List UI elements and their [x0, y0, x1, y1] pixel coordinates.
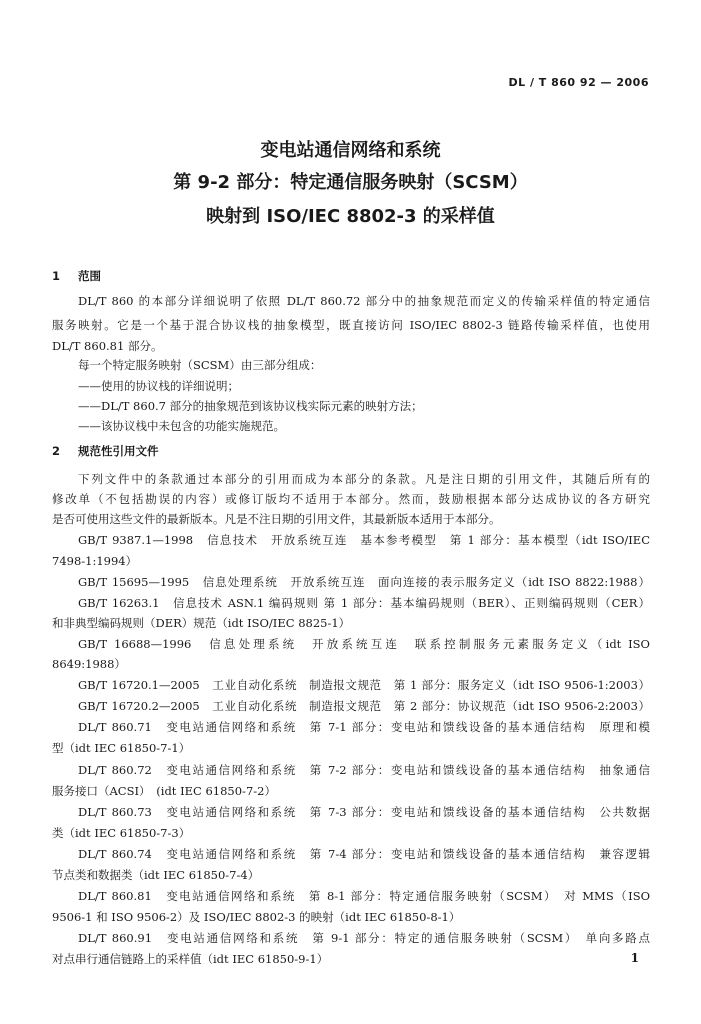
reference-item-cont: 和非典型编码规则（DER）规范（idt ISO/IEC 8825-1） [52, 616, 351, 630]
text-line: 每一个特定服务映射（SCSM）由三部分组成： [78, 358, 322, 372]
section-title: 规范性引用文件 [78, 444, 159, 458]
reference-item: GB/T 9387.1—1998 信息技术 开放系统互连 基本参考模型 第 1 部分：基本模型（idt ISO/IEC [78, 533, 650, 547]
list-item: ——该协议栈中未包含的功能实施规范。 [78, 419, 285, 433]
list-item: ——使用的协议栈的详细说明； [78, 379, 239, 393]
text-line: 下列文件中的条款通过本部分的引用而成为本部分的条款。凡是注日期的引用文件，其随后所有的 [78, 472, 650, 486]
page-number: 1 [630, 951, 639, 965]
reference-item: DL/T 860.73 变电站通信网络和系统 第 7-3 部分：变电站和馈线设备的基本通信结构 公共数据 [78, 805, 650, 819]
title-line-2: 第 9-2 部分：特定通信服务映射（SCSM） [173, 172, 528, 193]
reference-item: GB/T 16688—1996 信息处理系统 开放系统互连 联系控制服务元素服务定义（idt ISO [78, 637, 650, 651]
text-line: DL/T 860 的本部分详细说明了依照 DL/T 860.72 部分中的抽象规范而定义的传输采样值的特定通信 [78, 294, 650, 308]
reference-item: GB/T 16263.1 信息技术 ASN.1 编码规则 第 1 部分：基本编码规则（BER）、正则编码规则（CER） [78, 596, 650, 610]
reference-item-cont: 节点类和数据类（idt IEC 61850-7-4） [52, 868, 260, 882]
section-number: 1 [52, 269, 61, 283]
text-line: DL/T 860.81 部分。 [52, 339, 163, 353]
reference-item: GB/T 16720.2—2005 工业自动化系统 制造报文规范 第 2 部分：协议规范（idt ISO 9506-2:2003） [78, 699, 650, 713]
reference-item: DL/T 860.71 变电站通信网络和系统 第 7-1 部分：变电站和馈线设备的基本通信结构 原理和模 [78, 720, 650, 734]
section-number: 2 [52, 444, 61, 458]
reference-item: DL/T 860.74 变电站通信网络和系统 第 7-4 部分：变电站和馈线设备的基本通信结构 兼容逻辑 [78, 847, 650, 861]
document-code: DL / T 860 92 — 2006 [508, 76, 649, 89]
reference-item-cont: 对点串行通信链路上的采样值（idt IEC 61850-9-1） [52, 952, 329, 966]
text-line: 修改单（不包括勘误的内容）或修订版均不适用于本部分。然而，鼓励根据本部分达成协议的各方研究 [52, 492, 650, 506]
section-2-heading [52, 443, 159, 459]
reference-item-cont: 服务接口（ACSI） (idt IEC 61850-7-2） [52, 784, 276, 798]
reference-item: GB/T 15695—1995 信息处理系统 开放系统互连 面向连接的表示服务定义（idt ISO 8822:1988） [78, 575, 650, 589]
title-line-3: 映射到 ISO/IEC 8802-3 的采样值 [206, 206, 495, 227]
reference-item-cont: 型（idt IEC 61850-7-1） [52, 741, 191, 755]
reference-item: DL/T 860.91 变电站通信网络和系统 第 9-1 部分：特定的通信服务映射（SCSM） 单向多路点 [78, 931, 650, 945]
reference-item: DL/T 860.72 变电站通信网络和系统 第 7-2 部分：变电站和馈线设备的基本通信结构 抽象通信 [78, 763, 650, 777]
reference-item-cont: 9506-1 和 ISO 9506-2）及 ISO/IEC 8802-3 的映射（idt IEC 61850-8-1） [52, 910, 461, 924]
reference-item: GB/T 16720.1—2005 工业自动化系统 制造报文规范 第 1 部分：服务定义（idt ISO 9506-1:2003） [78, 678, 650, 692]
reference-item-cont: 8649:1988） [52, 657, 126, 671]
text-line: 服务映射。它是一个基于混合协议栈的抽象模型，既直接访问 ISO/IEC 8802-3 链路传输采样值，也使用 [52, 318, 650, 332]
title-line-1: 变电站通信网络和系统 [260, 140, 441, 161]
reference-item-cont: 类（idt IEC 61850-7-3） [52, 826, 191, 840]
text-line: 是否可使用这些文件的最新版本。凡是不注日期的引用文件，其最新版本适用于本部分。 [52, 512, 501, 526]
section-title: 范围 [78, 269, 101, 283]
reference-item-cont: 7498-1:1994） [52, 554, 138, 568]
reference-item: DL/T 860.81 变电站通信网络和系统 第 8-1 部分：特定通信服务映射（SCSM） 对 MMS（ISO [78, 889, 650, 903]
list-item: ——DL/T 860.7 部分的抽象规范到该协议栈实际元素的映射方法； [78, 399, 423, 413]
section-1-heading [52, 268, 101, 284]
